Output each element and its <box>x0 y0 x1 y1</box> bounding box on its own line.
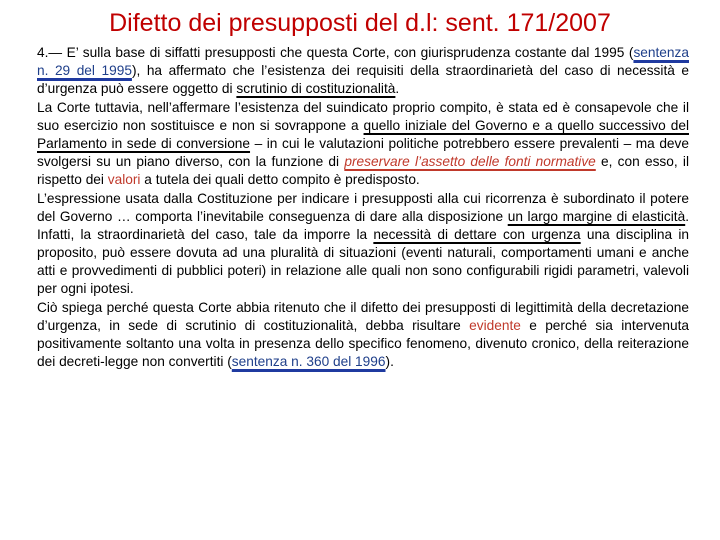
p2-text-3: e, con esso, il rispetto dei <box>37 154 689 187</box>
p1-text-1: 4.— E’ sulla base di siffatti presupposti che questa Corte, con giurisprudenza costante dal 1995 ( <box>37 45 634 60</box>
evidente-highlight: evidente <box>469 318 521 333</box>
largo-margine-underlined: un largo margine di elasticità <box>507 209 686 224</box>
p3-text-1: L’espressione usata dalla Costituzione per indicare i presupposti alla cui ricorrenza è subordinato il potere del Governo … comporta l’inevitabile conseguenza di dare alla disposizione <box>37 191 689 224</box>
p1-text-2: ), ha affermato che l’esistenza dei requisiti della straordinarietà del caso di necessità e d’urgenza può essere oggetto di <box>37 63 689 96</box>
p4-text-1: Ciò spiega perché questa Corte abbia ritenuto che il difetto dei presupposti di legittimità della decretazione d’urgenza, in sede di scrutinio di costituzionalità, debba risultare <box>37 300 689 333</box>
body-text <box>37 44 689 371</box>
p4-text-2: e perché sia intervenuta positivamente soltanto una volta in presenza dello specifico fenomeno, divenuto cronico, della reiterazione dei decreti-legge non convertiti ( <box>37 318 689 369</box>
p1-text-3: . <box>395 81 400 96</box>
governo-parlamento-underlined: quello iniziale del Governo e a quello successivo del Parlamento in sede di conversione <box>37 118 689 151</box>
preservare-assetto-emphasis: preservare l’assetto delle fonti normative <box>344 154 596 169</box>
necessita-urgenza-underlined: necessità di dettare con urgenza <box>373 227 581 242</box>
p4-text-3: ). <box>385 354 394 369</box>
paragraph-1 <box>37 44 689 98</box>
p3-text-3: una disciplina in proposito, può essere dovuta ad una pluralità di situazioni (eventi naturali, comportamenti umani e anche atti e provvedimenti di pubblici poteri) in relazione alle quali non sono configurabili rigidi parametri, valevoli per ogni ipotesi. <box>37 227 689 296</box>
p2-text-2: – in cui le valutazioni politiche potrebbero essere prevalenti – ma deve svolgersi su un piano diverso, con la funzione di <box>37 136 689 169</box>
slide-title: Difetto dei presupposti del d.l: sent. 171/2007 <box>109 9 611 37</box>
paragraph-2 <box>37 99 689 189</box>
sentenza-360-1996-reference: sentenza n. 360 del 1996 <box>231 354 386 369</box>
scrutinio-underlined: scrutinio di costituzionalità <box>236 81 396 96</box>
paragraph-3 <box>37 190 689 298</box>
valori-highlight: valori <box>107 172 141 187</box>
paragraph-4 <box>37 299 689 371</box>
sentenza-29-1995-reference: sentenza n. 29 del 1995 <box>37 45 689 78</box>
p2-text-1: La Corte tuttavia, nell’affermare l’esistenza del suindicato proprio compito, è stata ed è consapevole che il suo esercizio non sostituisce e non si sovrappone a <box>37 100 689 133</box>
p2-text-4: a tutela dei quali detto compito è predisposto. <box>140 172 420 187</box>
p3-text-2: . Infatti, la straordinarietà del caso, tale da imporre la <box>37 209 690 242</box>
